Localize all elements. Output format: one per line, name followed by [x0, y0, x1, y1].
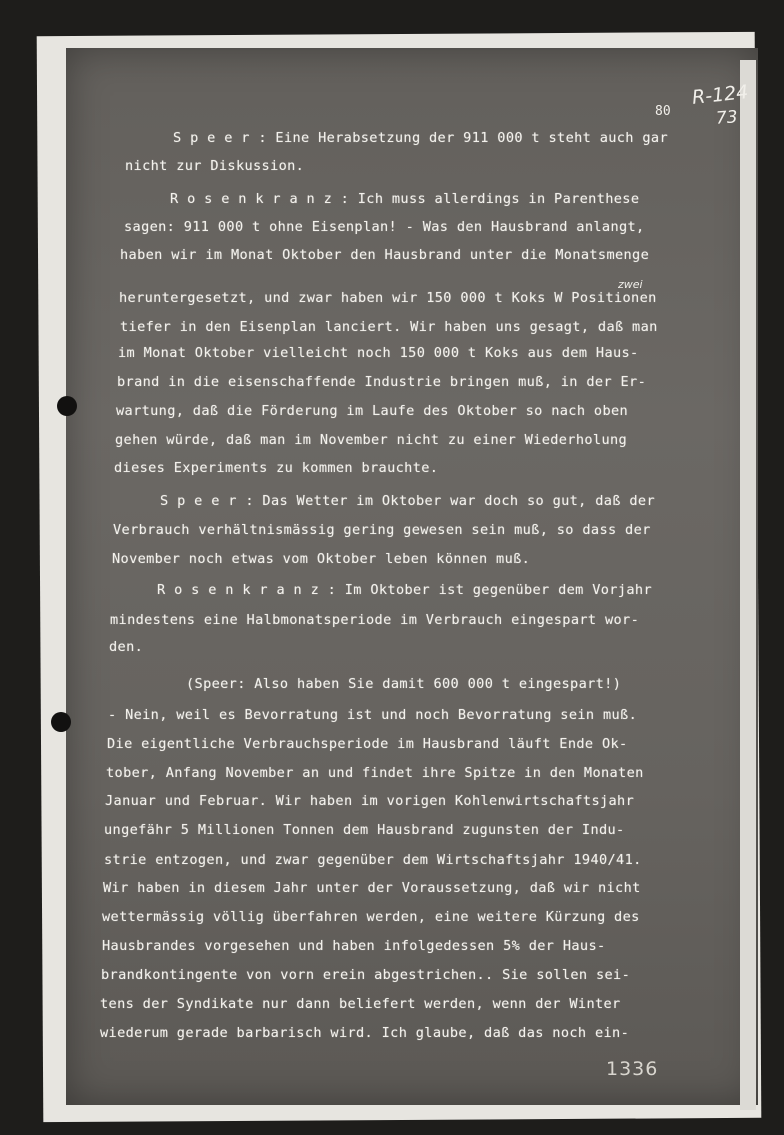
text-line: Wir haben in diesem Jahr unter der Voraussetzung, daß wir nicht: [103, 880, 641, 896]
archive-stamp-number: 1336: [606, 1058, 659, 1080]
text-line: brandkontingente von vorn erein abgestrichen.. Sie sollen sei-: [101, 967, 631, 983]
page-number: 80: [655, 104, 671, 119]
text-line: - Nein, weil es Bevorratung ist und noch Bevorratung sein muß.: [108, 707, 638, 723]
text-line: wiederum gerade barbarisch wird. Ich glaube, daß das noch ein-: [100, 1025, 630, 1041]
text-line: heruntergesetzt, und zwar haben wir 150 000 t Koks W Positionen: [119, 290, 657, 306]
text-line: Hausbrandes vorgesehen und haben infolgedessen 5% der Haus-: [102, 938, 606, 954]
text-line: strie entzogen, und zwar gegenüber dem Wirtschaftsjahr 1940/41.: [104, 852, 642, 868]
text-line: S p e e r : Eine Herabsetzung der 911 000 t steht auch gar: [173, 130, 668, 146]
text-line: R o s e n k r a n z : Im Oktober ist gegenüber dem Vorjahr: [157, 582, 652, 598]
text-line: nicht zur Diskussion.: [125, 158, 305, 174]
handwritten-insert-zwei: zwei: [618, 278, 643, 291]
text-line: haben wir im Monat Oktober den Hausbrand unter die Monatsmenge: [120, 247, 650, 263]
text-line: (Speer: Also haben Sie damit 600 000 t eingespart!): [186, 676, 622, 692]
text-line: S p e e r : Das Wetter im Oktober war doch so gut, daß der: [160, 493, 655, 509]
text-line: tiefer in den Eisenplan lanciert. Wir haben uns gesagt, daß man: [120, 319, 658, 335]
document-sub-reference: 73: [715, 107, 739, 129]
text-line: Die eigentliche Verbrauchsperiode im Hausbrand läuft Ende Ok-: [107, 736, 628, 752]
text-line: tens der Syndikate nur dann beliefert werden, wenn der Winter: [100, 996, 621, 1012]
text-line: brand in die eisenschaffende Industrie bringen muß, in der Er-: [117, 374, 647, 390]
document-reference: R-124: [691, 81, 750, 109]
text-line: ungefähr 5 Millionen Tonnen dem Hausbrand zugunsten der Indu-: [104, 822, 625, 838]
text-line: Januar und Februar. Wir haben im vorigen Kohlenwirtschaftsjahr: [105, 793, 635, 809]
text-line: wettermässig völlig überfahren werden, eine weitere Kürzung des: [102, 909, 640, 925]
text-line: gehen würde, daß man im November nicht zu einer Wiederholung: [115, 432, 628, 448]
text-line: im Monat Oktober vielleicht noch 150 000 t Koks aus dem Haus-: [118, 345, 639, 361]
text-line: R o s e n k r a n z : Ich muss allerdings in Parenthese: [170, 191, 640, 207]
text-line: tober, Anfang November an und findet ihre Spitze in den Monaten: [106, 765, 644, 781]
text-line: mindestens eine Halbmonatsperiode im Verbrauch eingespart wor-: [110, 612, 640, 628]
text-line: dieses Experiments zu kommen brauchte.: [114, 460, 439, 476]
text-line: den.: [109, 639, 144, 655]
text-line: wartung, daß die Förderung im Laufe des Oktober so nach oben: [116, 403, 629, 419]
text-line: sagen: 911 000 t ohne Eisenplan! - Was den Hausbrand anlangt,: [124, 219, 645, 235]
text-line: Verbrauch verhältnismässig gering gewesen sein muß, so dass der: [113, 522, 651, 538]
text-line: November noch etwas vom Oktober leben können muß.: [112, 551, 531, 567]
